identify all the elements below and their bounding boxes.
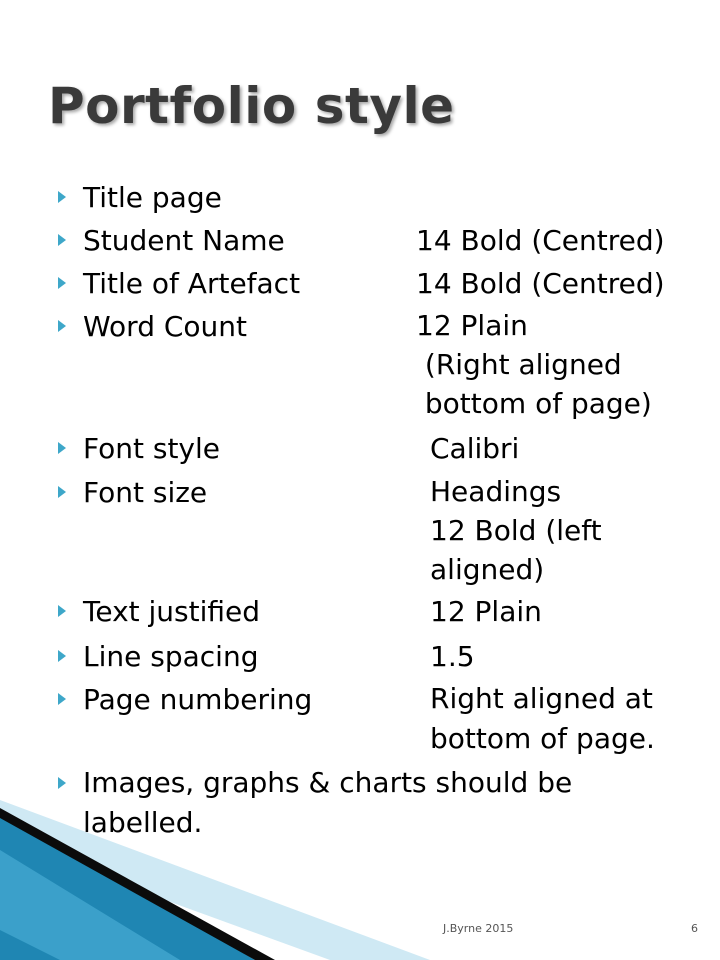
item-value: 1.5 — [430, 640, 475, 673]
item-value: 12 Plain — [430, 595, 542, 628]
item-label: Title page — [83, 181, 222, 214]
item-label: Text justified — [83, 595, 261, 628]
bullet-arrow-icon — [58, 777, 66, 789]
page-number: 6 — [691, 922, 698, 935]
footer-author: J.Byrne 2015 — [443, 922, 514, 935]
item-label: Images, graphs & charts should be labelled. — [83, 766, 573, 839]
bullet-arrow-icon — [58, 191, 66, 203]
bullet-arrow-icon — [58, 277, 66, 289]
bullet-arrow-icon — [58, 320, 66, 332]
item-label: Word Count — [83, 310, 248, 343]
bullet-arrow-icon — [58, 234, 66, 246]
item-value: 14 Bold (Centred) — [416, 224, 665, 257]
item-label: Title of Artefact — [83, 267, 301, 300]
bullet-arrow-icon — [58, 650, 66, 662]
item-label: Font size — [83, 476, 208, 509]
item-value: Calibri — [430, 432, 520, 465]
item-label: Line spacing — [83, 640, 259, 673]
bullet-arrow-icon — [58, 693, 66, 705]
item-value: Right aligned at bottom of page. — [430, 682, 655, 755]
bullet-arrow-icon — [58, 442, 66, 454]
slide-title: Portfolio style — [48, 77, 455, 135]
item-value: Headings 12 Bold (left aligned) — [430, 475, 602, 586]
item-label: Student Name — [83, 224, 285, 257]
item-label: Font style — [83, 432, 221, 465]
bullet-arrow-icon — [58, 486, 66, 498]
item-label: Page numbering — [83, 683, 313, 716]
item-value: 12 Plain (Right aligned bottom of page) — [416, 309, 652, 420]
item-value: 14 Bold (Centred) — [416, 267, 665, 300]
bullet-arrow-icon — [58, 605, 66, 617]
